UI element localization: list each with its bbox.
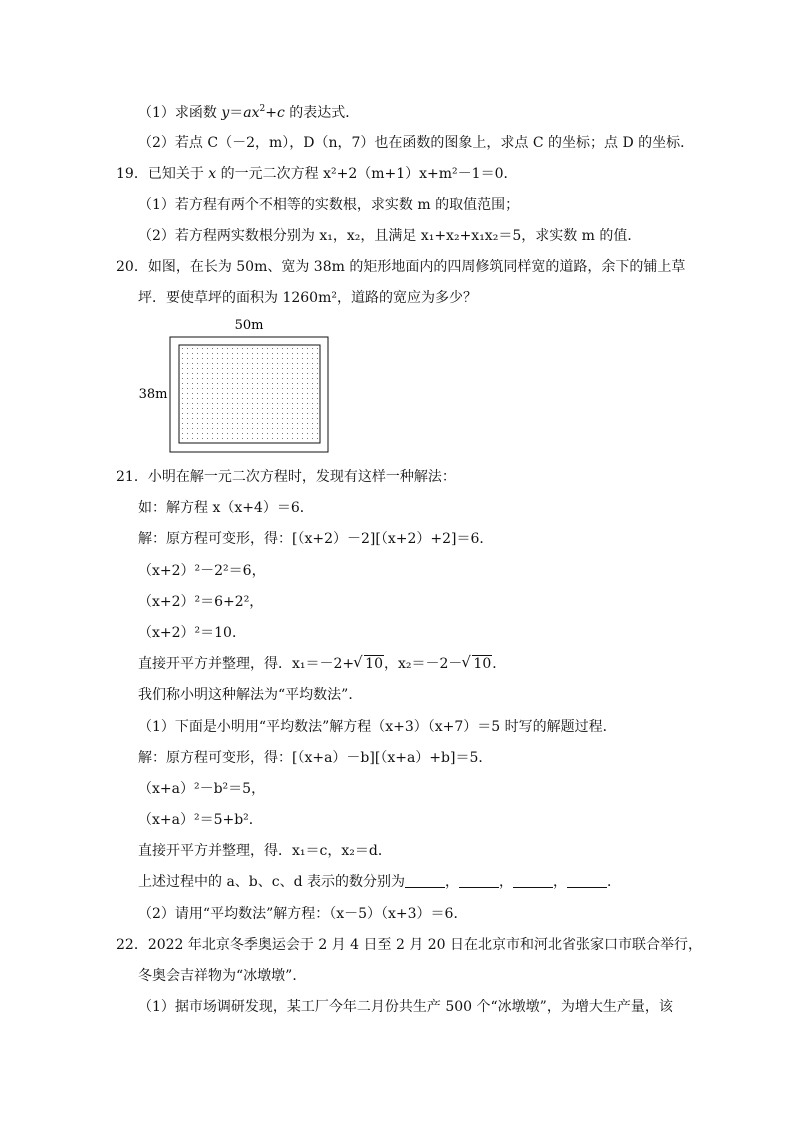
q21-trial4: 直接开平方并整理，得．x₁＝c，x₂＝d． <box>138 843 392 859</box>
rectangle-figure <box>135 316 335 462</box>
q21-trial3: （x+a）²＝5+b²． <box>138 812 263 828</box>
label-width: 50m <box>234 318 264 333</box>
text: 直接开平方并整理，得．x₁＝－2+ <box>138 656 355 672</box>
sqrt-expression <box>462 654 492 674</box>
text: （1）求函数 <box>138 105 222 121</box>
q20-stem-line1: 20．如图，在长为 50m、宽为 38m 的矩形地面内的四周修筑同样宽的道路，余下的铺上草 <box>116 259 686 275</box>
text: 的表达式． <box>284 105 360 121</box>
equation: x²+2（m+1）x+m²－1＝0． <box>323 166 518 182</box>
answer-blank <box>567 873 607 888</box>
answer-blank <box>405 873 445 888</box>
q21-step2: （x+2）²－2²＝6， <box>138 563 266 579</box>
var-y: y <box>221 105 230 121</box>
q21-method-name: 我们称小明这种解法为“平均数法”． <box>138 687 363 703</box>
text: ，x₂＝－2－ <box>383 656 463 672</box>
text: 的一元二次方程 <box>216 166 324 182</box>
q21-trial1: 解：原方程可变形，得：[（x+a）－b][（x+a）+b]＝5． <box>138 750 493 766</box>
q21-part1: （1）下面是小明用“平均数法”解方程（x+3）（x+7）＝5 时写的解题过程． <box>138 719 617 735</box>
text: ． <box>492 656 507 672</box>
q18-part2: （2）若点 C（－2，m），D（n，7）也在函数的图象上，求点 C 的坐标；点 D 的坐标． <box>138 135 695 151</box>
exponent: 2 <box>259 104 266 114</box>
radicand: 10 <box>365 656 383 672</box>
q21-step4: （x+2）²＝10． <box>138 625 246 641</box>
q21-stem: 21．小明在解一元二次方程时，发现有这样一种解法： <box>116 469 456 485</box>
q22-stem-line1: 22．2022 年北京冬季奥运会于 2 月 4 日至 2 月 20 日在北京市和河北省张家口市联合举行， <box>116 937 703 953</box>
var-c: c <box>277 105 285 121</box>
q22-part1: （1）据市场调研发现，某工厂今年二月份共生产 500 个“冰墩墩”，为增大生产量，该 <box>138 999 673 1015</box>
text: ， <box>553 874 568 890</box>
q21-part2: （2）请用“平均数法”解方程：（x－5）（x+3）＝6． <box>138 906 468 922</box>
sqrt-expression <box>354 654 384 674</box>
text: ， <box>445 874 460 890</box>
lawn-rectangle <box>179 345 320 443</box>
text: ， <box>499 874 514 890</box>
rectangle-diagram <box>135 316 335 458</box>
radicand: 10 <box>473 656 492 672</box>
q22-stem-line2: 冬奥会吉祥物为“冰墩墩”． <box>138 968 307 984</box>
text: ． <box>607 874 622 890</box>
q19-part1: （1）若方程有两个不相等的实数根，求实数 m 的取值范围； <box>138 197 520 213</box>
q21-trial2: （x+a）²－b²＝5， <box>138 781 266 797</box>
var-ax: ax <box>243 105 260 121</box>
q21-step5 <box>138 654 506 674</box>
text: + <box>265 105 277 121</box>
q19-part2: （2）若方程两实数根分别为 x₁，x₂，且满足 x₁+x₂+x₁x₂＝5，求实数 m 的值． <box>138 228 642 244</box>
text: 已知关于 <box>147 166 209 182</box>
q21-example: 如：解方程 x（x+4）＝6． <box>138 500 314 516</box>
answer-blank <box>513 873 553 888</box>
q21-step3: （x+2）²＝6+2²， <box>138 594 264 610</box>
q18-part1 <box>138 103 359 123</box>
text: 上述过程中的 a、b、c、d 表示的数分别为 <box>138 874 406 890</box>
q19-stem <box>116 164 517 184</box>
text: ＝ <box>229 105 244 121</box>
var-x: x <box>208 166 217 182</box>
q21-step1: 解：原方程可变形，得：[（x+2）－2][（x+2）+2]＝6． <box>138 531 494 547</box>
answer-blank <box>459 873 499 888</box>
question-number: 19． <box>116 166 148 182</box>
q20-stem-line2: 坪．要使草坪的面积为 1260m²，道路的宽应为多少？ <box>138 290 477 306</box>
label-height: 38m <box>138 387 168 402</box>
q21-fill-blanks <box>138 872 621 892</box>
